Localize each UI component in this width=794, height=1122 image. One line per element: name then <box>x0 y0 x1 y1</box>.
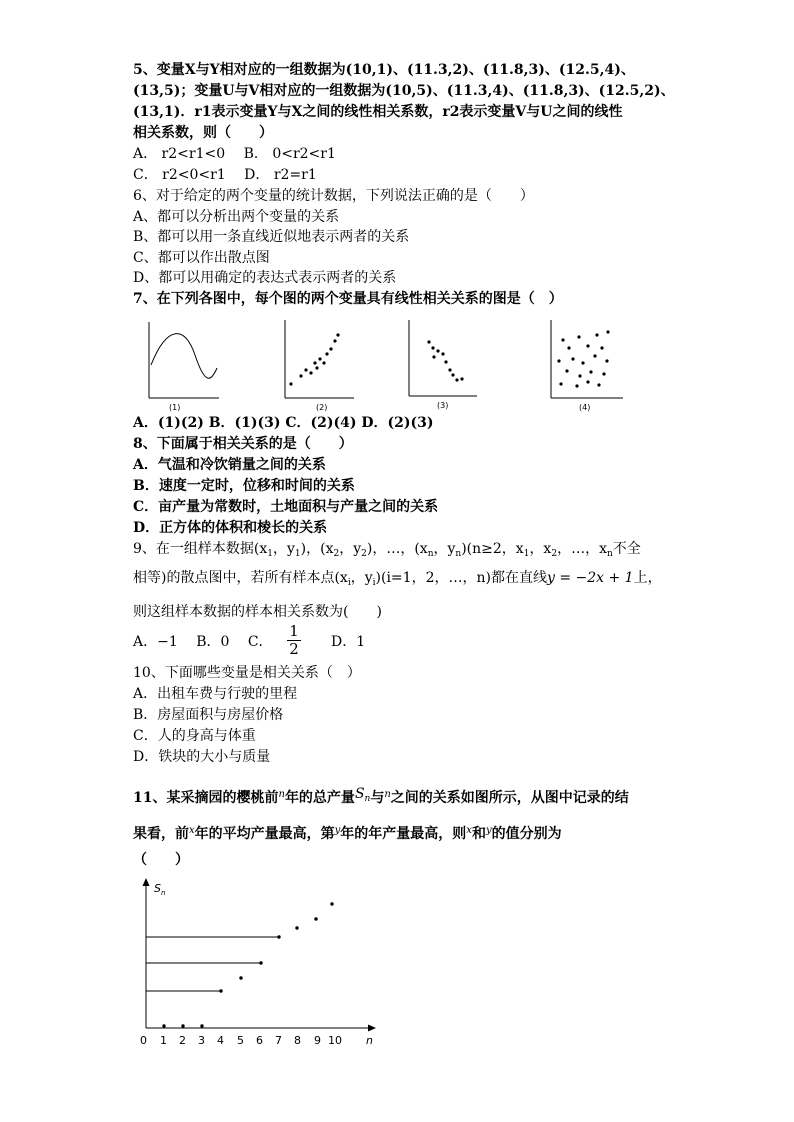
q5-line3: (13,1)．r1表示变量Y与X之间的线性相关系数，r2表示变量V与U之间的线性 <box>133 104 623 120</box>
tick-10: 10 <box>328 1034 342 1047</box>
point-3 <box>200 1024 203 1027</box>
point-6 <box>259 961 262 964</box>
q8-option-c: C．亩产量为常数时，土地面积与产量之间的关系 <box>133 499 439 515</box>
y-axis-label: $S_n$ <box>154 882 166 897</box>
q7-figure-4 <box>547 318 631 414</box>
point-9 <box>314 917 317 920</box>
fig-label-3: (3) <box>437 401 449 410</box>
point-8 <box>295 926 298 929</box>
fig-label-4: (4) <box>579 403 591 412</box>
q11-graph <box>130 878 390 1053</box>
q7-figure-3 <box>405 318 485 414</box>
tick-0: 0 <box>140 1034 147 1047</box>
point-10 <box>330 902 333 905</box>
tick-1: 1 <box>160 1034 167 1047</box>
q7-figure-2 <box>282 318 362 414</box>
q5-line1: 5、变量X与Y相对应的一组数据为(10,1)、(11.3,2)、(11.8,3)、(12.5,4)、 <box>133 62 635 78</box>
q10-option-d: D．铁块的大小与质量 <box>133 749 271 765</box>
x-axis-arrow <box>368 1025 376 1032</box>
q10-option-a: A．出租车费与行驶的里程 <box>133 686 298 702</box>
point-2 <box>181 1024 184 1027</box>
q5-line2: (13,5)；变量U与V相对应的一组数据为(10,5)、(11.3,4)、(11.8,3)、(12.5,2)、 <box>133 83 675 99</box>
sine-curve <box>151 334 217 379</box>
q6-option-c: C、都可以作出散点图 <box>133 250 270 266</box>
q5-line4: 相关系数，则（ ） <box>133 125 273 141</box>
q8-stem: 8、下面属于相关关系的是（ ） <box>133 436 353 452</box>
q10-option-c: C．人的身高与体重 <box>133 728 256 744</box>
q6-option-b: B、都可以用一条直线近似地表示两者的关系 <box>133 229 410 245</box>
q10-option-b: B．房屋面积与房屋价格 <box>133 707 284 723</box>
q9-line1: 9、在一组样本数据($x_1$，$y_1$)，($x_2$，$y_2$)，…，($x_n$，$y_n)(n\ge 2$，$x_1$，$x_2$，…，$x_n$不全 <box>133 541 641 559</box>
point-7 <box>277 935 280 938</box>
q5-options-ab: A． r2<r1<0 B． 0<r2<r1 <box>133 146 336 162</box>
q5-options-cd: C． r2<0<r1 D． r2=r1 <box>133 167 317 183</box>
tick-8: 8 <box>294 1034 301 1047</box>
fig-label-2: (2) <box>316 403 328 412</box>
q11-line1: 11、某采摘园的樱桃前$^n$年的总产量$S_n$与$^n$之间的关系如图所示，从图中记录的结 <box>133 786 629 806</box>
q9-line-equation: y = −2x + 1 <box>546 570 634 586</box>
q9-line3: 则这组样本数据的样本相关系数为( ) <box>133 604 382 620</box>
tick-6: 6 <box>256 1034 263 1047</box>
q6-option-a: A、都可以分析出两个变量的关系 <box>133 209 340 225</box>
tick-2: 2 <box>179 1034 186 1047</box>
q8-option-a: A．气温和冷饮销量之间的关系 <box>133 457 326 473</box>
y-axis-arrow <box>143 878 150 886</box>
q7-stem: 7、在下列各图中，每个图的两个变量具有线性相关关系的图是（ ） <box>133 291 563 307</box>
q6-option-d: D、都可以用确定的表达式表示两者的关系 <box>133 270 397 286</box>
q7-figure-1 <box>145 320 225 412</box>
q10-stem: 10、下面哪些变量是相关关系（ ） <box>133 665 361 681</box>
q8-option-b: B．速度一定时，位移和时间的关系 <box>133 478 355 494</box>
x-axis-label: n <box>366 1034 373 1047</box>
point-5 <box>239 976 242 979</box>
q7-options: A．(1)(2) B．(1)(3) C．(2)(4) D．(2)(3) <box>133 415 434 431</box>
q11-line3: （ ） <box>133 852 189 868</box>
point-4 <box>219 989 222 992</box>
q9-fraction-half: 1 2 <box>287 623 301 658</box>
q9-option-d: D．1 <box>331 634 366 650</box>
tick-9: 9 <box>314 1034 321 1047</box>
q11-line2: 果看，前$^x$年的平均产量最高，第$^y$年的年产量最高，则$^x$和$^y$的值分别为 <box>133 825 562 842</box>
point-1 <box>162 1024 165 1027</box>
q6-stem: 6、对于给定的两个变量的统计数据，下列说法正确的是（ ） <box>133 188 534 204</box>
fig-label-1: (1) <box>169 403 181 412</box>
tick-5: 5 <box>237 1034 244 1047</box>
tick-3: 3 <box>198 1034 205 1047</box>
tick-7: 7 <box>275 1034 282 1047</box>
q8-option-d: D．正方体的体积和棱长的关系 <box>133 520 328 536</box>
q9-line2: 相等)的散点图中，若所有样本点($x_i$，$y_i)(i=1$，2，…，n)都在直线y = −2x + 1上， <box>133 570 662 588</box>
q9-options-abc: A．−1 B．0 C． <box>133 634 273 650</box>
tick-4: 4 <box>217 1034 224 1047</box>
